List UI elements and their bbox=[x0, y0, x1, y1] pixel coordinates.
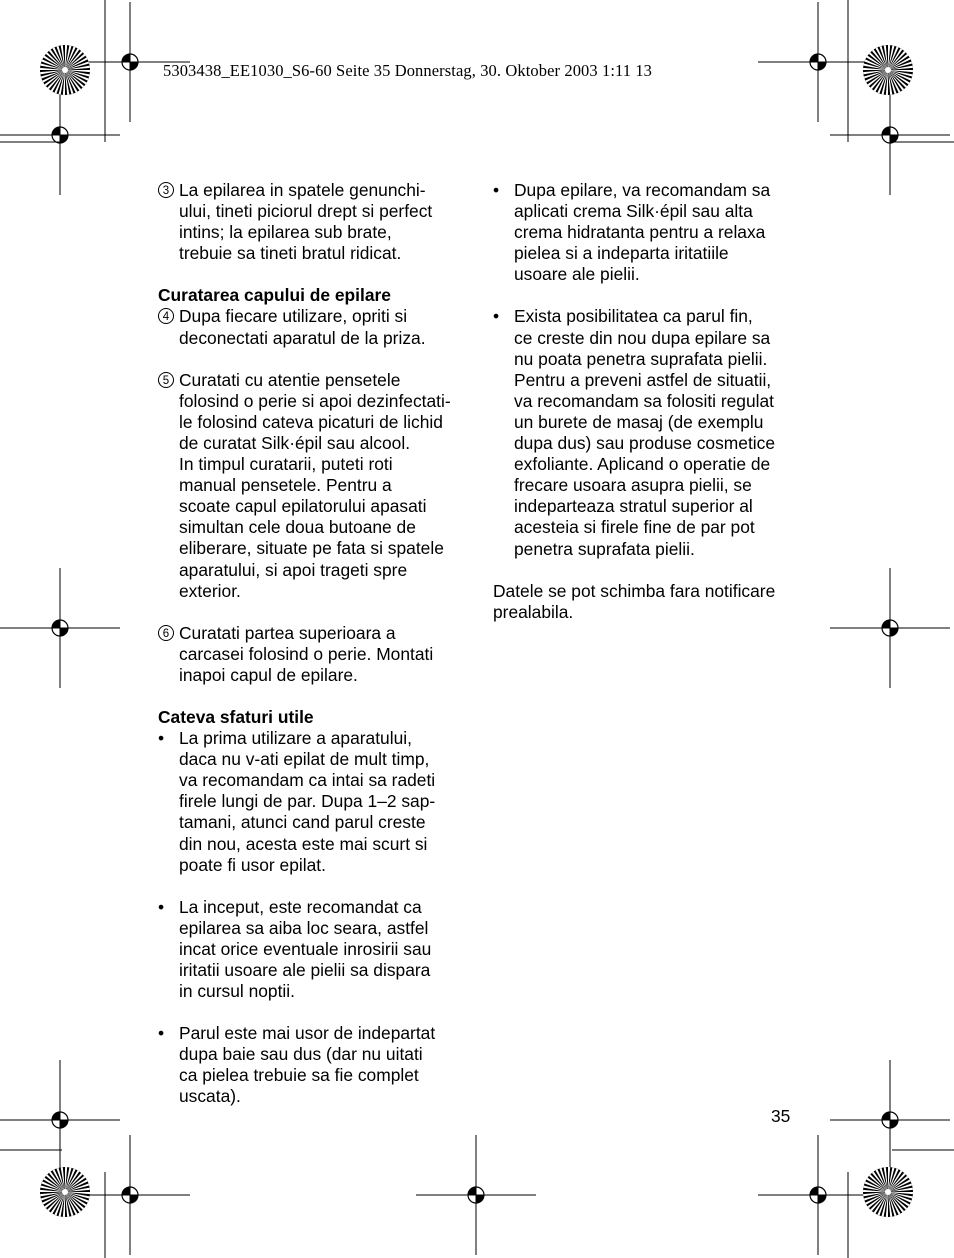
text-line: un burete de masaj (de exemplu bbox=[514, 411, 764, 432]
text-line: intins; la epilarea sub brate, bbox=[179, 222, 392, 243]
tip-2 bbox=[158, 897, 463, 1002]
text-line: tamani, atunci cand parul creste bbox=[179, 812, 426, 833]
starburst-center bbox=[885, 67, 891, 73]
text-line: deconectati aparatul de la priza. bbox=[179, 327, 426, 348]
starburst-center bbox=[885, 1189, 891, 1195]
starburst-center bbox=[62, 67, 68, 73]
step-4 bbox=[158, 306, 463, 348]
tip-4-text bbox=[514, 180, 795, 285]
text-line: le folosind cateva picaturi de lichid bbox=[179, 411, 443, 432]
print-imprint-header: 5303438_EE1030_S6-60 Seite 35 Donnerstag, 30. Oktober 2003 1:11 13 bbox=[163, 61, 653, 80]
text-line: La epilarea in spatele genunchi- bbox=[179, 180, 426, 200]
step-number-badge: 5 bbox=[158, 372, 174, 388]
starburst-center bbox=[62, 1189, 68, 1195]
text-line: incat orice eventuale inrosirii sau bbox=[179, 938, 432, 959]
step-number-badge: 6 bbox=[158, 625, 174, 641]
step-number-badge: 3 bbox=[158, 182, 174, 198]
bullet-icon: • bbox=[158, 1023, 165, 1044]
text-line: iritatii usoare ale pielii sa dispara bbox=[179, 960, 431, 980]
step-5-text bbox=[179, 370, 463, 602]
text-line: de curatat Silk·épil sau alcool. bbox=[179, 432, 411, 453]
bullet-icon: • bbox=[493, 306, 500, 327]
text-line: uscata). bbox=[179, 1086, 241, 1107]
text-line: aplicati crema Silk·épil sau alta bbox=[514, 201, 753, 222]
text-line: manual pensetele. Pentru a bbox=[179, 475, 392, 496]
text-line: usoare ale pielii. bbox=[514, 264, 640, 285]
left-column bbox=[158, 180, 463, 1108]
text-line: frecare usoara asupra pielii, se bbox=[514, 475, 752, 496]
text-line: ca pielea trebuie sa fie complet bbox=[179, 1065, 419, 1086]
tip-5-text bbox=[514, 306, 795, 559]
text-line: Datele se pot schimba fara notificare bbox=[493, 580, 776, 601]
text-line: Pentru a preveni astfel de situatii, bbox=[514, 369, 772, 390]
tip-2-text bbox=[179, 897, 463, 1002]
text-line: nu poata penetra suprafata pielii. bbox=[514, 348, 768, 369]
text-line: La prima utilizare a aparatului, bbox=[179, 728, 412, 749]
tip-1-text bbox=[179, 728, 463, 876]
step-6 bbox=[158, 623, 463, 686]
text-line: Parul este mai usor de indepartat bbox=[179, 1023, 436, 1044]
text-line: Curatati cu atentie pensetele bbox=[179, 369, 401, 390]
text-line: folosind o perie si apoi dezinfectati- bbox=[179, 390, 451, 411]
text-line: daca nu v-ati epilat de mult timp, bbox=[179, 749, 430, 770]
text-line: acesteia si firele fine de par pot bbox=[514, 517, 755, 538]
tip-4 bbox=[493, 180, 795, 285]
text-line: firele lungi de par. Dupa 1–2 sap- bbox=[179, 791, 436, 812]
text-line: exfoliante. Aplicand o operatie de bbox=[514, 454, 771, 475]
step-3-text bbox=[179, 180, 463, 264]
text-line: exterior. bbox=[179, 580, 241, 601]
step-6-text bbox=[179, 623, 463, 686]
text-line: va recomandam sa folositi regulat bbox=[514, 390, 775, 411]
bullet-icon: • bbox=[158, 728, 165, 749]
text-line: inapoi capul de epilare. bbox=[179, 664, 358, 685]
text-line: eliberare, situate pe fata si spatele bbox=[179, 538, 444, 559]
text-line: prealabila. bbox=[493, 601, 574, 622]
tip-5 bbox=[493, 306, 795, 559]
tip-3-text bbox=[179, 1023, 463, 1107]
page-number: 35 bbox=[771, 1106, 791, 1126]
text-line: penetra suprafata pielii. bbox=[514, 538, 695, 559]
text-line: in cursul noptii. bbox=[179, 981, 295, 1002]
disclaimer-text bbox=[493, 581, 795, 623]
text-line: simultan cele doua butoane de bbox=[179, 517, 416, 538]
text-line: Curatati partea superioara a bbox=[179, 622, 396, 643]
text-line: crema hidratanta pentru a relaxa bbox=[514, 222, 766, 243]
text-line: trebuie sa tineti bratul ridicat. bbox=[179, 243, 402, 264]
text-line: Dupa epilare, va recomandam sa bbox=[514, 180, 771, 200]
text-line: ce creste din nou dupa epilare sa bbox=[514, 327, 771, 348]
section-heading-tips: Cateva sfaturi utile bbox=[158, 706, 314, 727]
text-line: din nou, acesta este mai scurt si bbox=[179, 833, 428, 854]
step-number-badge: 4 bbox=[158, 308, 174, 324]
text-line: dupa dus) sau produse cosmetice bbox=[514, 433, 776, 454]
text-line: carcasei folosind o perie. Montati bbox=[179, 643, 434, 664]
bullet-icon: • bbox=[493, 180, 500, 200]
tip-1 bbox=[158, 728, 463, 876]
text-line: poate fi usor epilat. bbox=[179, 854, 326, 875]
text-line: va recomandam ca intai sa radeti bbox=[179, 770, 436, 791]
text-line: La inceput, este recomandat ca bbox=[179, 896, 422, 917]
text-line: pielea si a indeparta iritatiile bbox=[514, 243, 729, 264]
text-line: In timpul curatarii, puteti roti bbox=[179, 454, 393, 475]
bullet-icon: • bbox=[158, 896, 165, 917]
text-line: dupa baie sau dus (dar nu uitati bbox=[179, 1044, 423, 1065]
text-line: indeparteaza stratul superior al bbox=[514, 496, 753, 517]
tip-3 bbox=[158, 1023, 463, 1107]
text-line: Dupa fiecare utilizare, opriti si bbox=[179, 306, 408, 327]
right-column bbox=[493, 180, 795, 623]
section-heading-cleaning: Curatarea capului de epilare bbox=[158, 285, 391, 306]
text-line: ului, tineti piciorul drept si perfect bbox=[179, 201, 433, 222]
step-4-text bbox=[179, 306, 463, 348]
text-line: scoate capul epilatorului apasati bbox=[179, 496, 427, 517]
step-3 bbox=[158, 180, 463, 264]
step-5 bbox=[158, 370, 463, 602]
text-line: Exista posibilitatea ca parul fin, bbox=[514, 306, 753, 327]
text-line: epilarea sa aiba loc seara, astfel bbox=[179, 917, 429, 938]
text-line: aparatului, si apoi trageti spre bbox=[179, 559, 408, 580]
